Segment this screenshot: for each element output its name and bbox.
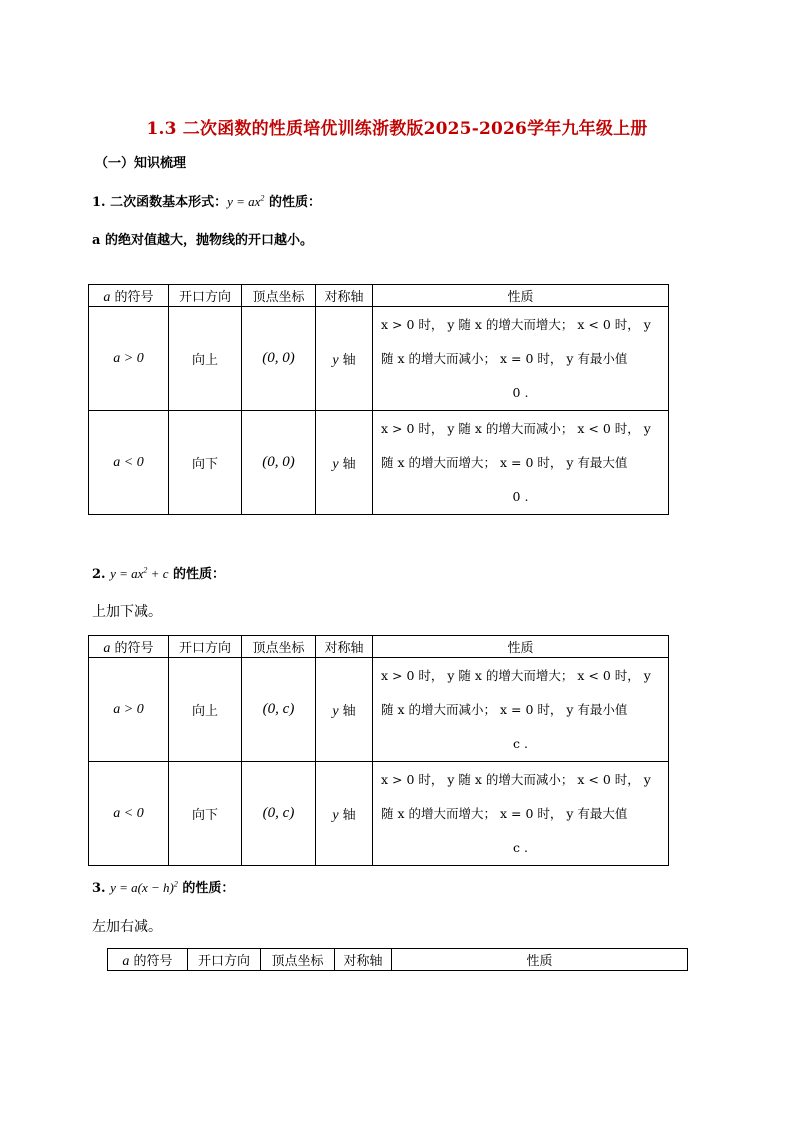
part3-heading: [92, 877, 234, 896]
cell-sign: a > 0: [89, 307, 169, 411]
property-line: 随 x 的增大而增大； x = 0 时， y 有最大值: [381, 805, 628, 821]
header-axis: 对称轴: [335, 949, 392, 971]
part2-formula-tail: + c: [147, 566, 169, 581]
cell-axis: y 轴: [316, 307, 373, 411]
part1-suffix: 的性质：: [264, 195, 321, 210]
property-line: c .: [513, 735, 528, 751]
cell-property: [373, 658, 669, 762]
header-direction: 开口方向: [169, 636, 242, 658]
table-row: [89, 762, 669, 866]
property-line: x > 0 时， y 随 x 的增大而增大； x < 0 时， y: [381, 316, 651, 332]
header-vertex: 顶点坐标: [242, 636, 316, 658]
part1-heading: [92, 191, 321, 210]
cell-sign: a > 0: [89, 658, 169, 762]
header-axis: 对称轴: [316, 636, 373, 658]
section-heading: （一）知识梳理: [95, 156, 187, 171]
cell-axis: y 轴: [316, 411, 373, 515]
part2-heading: [92, 563, 225, 582]
cell-sign: a < 0: [89, 411, 169, 515]
part1-formula: y = ax: [227, 194, 261, 209]
part3-prefix: 3.: [92, 881, 111, 896]
cell-direction: 向上: [169, 307, 242, 411]
part2-suffix: 的性质：: [168, 567, 225, 582]
cell-property: [373, 411, 669, 515]
property-line: 随 x 的增大而减小； x = 0 时， y 有最小值: [381, 701, 628, 717]
table-horizontal-shift: [107, 948, 688, 971]
part2-formula: y = ax: [110, 566, 144, 581]
cell-vertex: (0, c): [242, 658, 316, 762]
cell-vertex: (0, 0): [242, 411, 316, 515]
table-header-row: [108, 949, 688, 971]
document-title: 1.3 二次函数的性质培优训练浙教版2025-2026学年九年级上册: [146, 119, 648, 139]
property-line: x > 0 时， y 随 x 的增大而增大； x < 0 时， y: [381, 667, 651, 683]
cell-direction: 向下: [169, 411, 242, 515]
table-row: [89, 307, 669, 411]
property-line: 随 x 的增大而增大； x = 0 时， y 有最大值: [381, 454, 628, 470]
header-property: 性质: [373, 285, 669, 307]
cell-sign: a < 0: [89, 762, 169, 866]
property-line: 随 x 的增大而减小； x = 0 时， y 有最小值: [381, 350, 628, 366]
part1-formula-exponent: 2: [260, 193, 265, 203]
part1-note: a 的绝对值越大，抛物线的开口越小。: [92, 233, 313, 248]
header-vertex: 顶点坐标: [261, 949, 335, 971]
part2-formula-exponent: 2: [143, 565, 148, 575]
table-vertical-shift: [88, 635, 669, 866]
property-line: 0 .: [512, 384, 529, 400]
part2-prefix: 2.: [92, 567, 111, 582]
cell-property: [373, 307, 669, 411]
property-line: 0 .: [512, 488, 529, 504]
cell-property: [373, 762, 669, 866]
header-direction: 开口方向: [188, 949, 261, 971]
header-sign: a 的符号: [108, 949, 188, 971]
property-line: x > 0 时， y 随 x 的增大而减小； x < 0 时， y: [381, 420, 651, 436]
part3-suffix: 的性质：: [177, 881, 235, 896]
part3-note: 左加右减。: [92, 919, 162, 935]
cell-direction: 向上: [169, 658, 242, 762]
cell-axis: y 轴: [316, 658, 373, 762]
part3-formula: y = a(x − h): [110, 880, 174, 895]
header-vertex: 顶点坐标: [242, 285, 316, 307]
part2-note: 上加下减。: [92, 604, 162, 620]
property-line: c .: [513, 839, 528, 855]
table-basic-form: [88, 284, 669, 515]
table-header-row: [89, 636, 669, 658]
table-row: [89, 658, 669, 762]
cell-axis: y 轴: [316, 762, 373, 866]
header-property: 性质: [392, 949, 688, 971]
table-header-row: [89, 285, 669, 307]
header-direction: 开口方向: [169, 285, 242, 307]
header-axis: 对称轴: [316, 285, 373, 307]
cell-vertex: (0, 0): [242, 307, 316, 411]
table-row: [89, 411, 669, 515]
property-line: x > 0 时， y 随 x 的增大而减小； x < 0 时， y: [381, 771, 651, 787]
header-sign: a 的符号: [89, 636, 169, 658]
part3-formula-exponent: 2: [173, 879, 178, 889]
header-sign: a 的符号: [89, 285, 169, 307]
cell-direction: 向下: [169, 762, 242, 866]
header-property: 性质: [373, 636, 669, 658]
part1-prefix: 1. 二次函数基本形式：: [92, 195, 228, 210]
cell-vertex: (0, c): [242, 762, 316, 866]
